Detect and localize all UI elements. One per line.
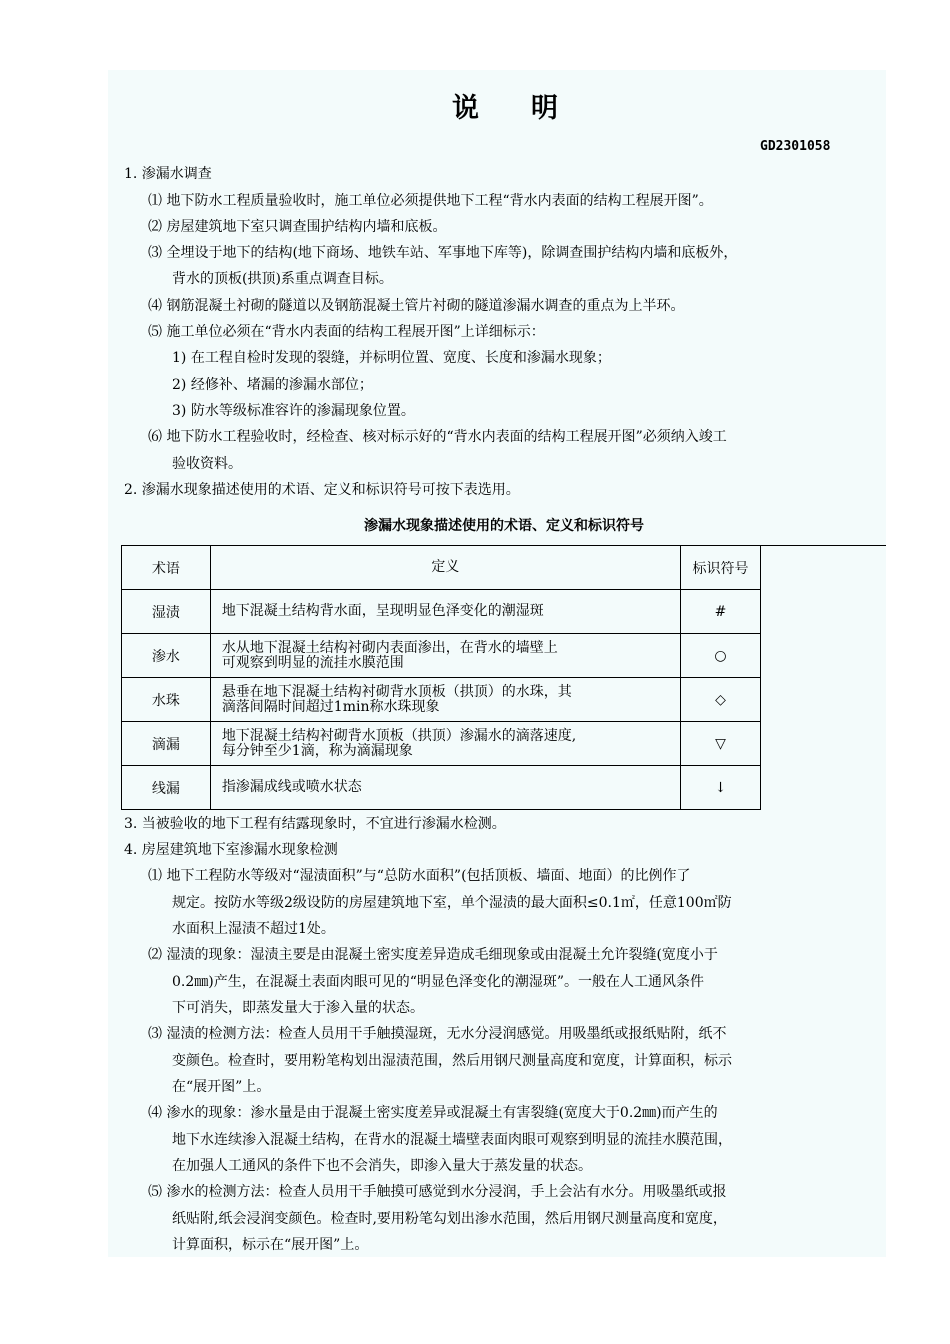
term-cell: 线漏 bbox=[122, 766, 211, 810]
symbol-cell: ▽ bbox=[681, 722, 761, 766]
definition-line: 悬垂在地下混凝土结构衬砌背水顶板（拱顶）的水珠，其 bbox=[221, 683, 572, 700]
symbol-cell: ◇ bbox=[681, 678, 761, 722]
header-term: 术语 bbox=[122, 546, 211, 590]
definition-cell bbox=[210, 590, 680, 634]
s4-line: 规定。按防水等级2级设防的房屋建筑地下室，单个湿渍的最大面积≤0.1㎡，任意100㎡防 bbox=[172, 895, 732, 911]
s4-line: 地下水连续渗入混凝土结构，在背水的混凝土墙壁表面肉眼可观察到明显的流挂水膜范围， bbox=[172, 1132, 732, 1148]
table-row bbox=[122, 678, 761, 722]
table-title: 渗漏水现象描述使用的术语、定义和标识符号 bbox=[364, 518, 644, 534]
definition-line: 水从地下混凝土结构衬砌内表面渗出，在背水的墙壁上 bbox=[221, 639, 558, 656]
s1-line: 1) 在工程自检时发现的裂缝，并标明位置、宽度、长度和渗漏水现象； bbox=[172, 350, 611, 366]
s1-line: 2) 经修补、堵漏的渗漏水部位； bbox=[172, 377, 373, 393]
s4-line: ⑷ 渗水的现象：渗水量是由于混凝土密实度差异或混凝土有害裂缝(宽度大于0.2㎜)而产生的 bbox=[148, 1105, 718, 1121]
s4-line: 下可消失，即蒸发量大于渗入量的状态。 bbox=[172, 1000, 424, 1016]
divider bbox=[760, 545, 886, 546]
symbol-cell: # bbox=[681, 590, 761, 634]
table-header-row bbox=[122, 546, 761, 590]
symbol-cell: ○ bbox=[681, 634, 761, 678]
s1-line: 3) 防水等级标准容许的渗漏现象位置。 bbox=[172, 403, 415, 419]
s1-line: 背水的顶板(拱顶)系重点调查目标。 bbox=[172, 271, 393, 287]
s4-line: ⑵ 湿渍的现象：湿渍主要是由混凝土密实度差异造成毛细现象或由混凝土允许裂缝(宽度小于 bbox=[148, 947, 718, 963]
s4-line: 变颜色。检查时，要用粉笔构划出湿渍范围，然后用钢尺测量高度和宽度，计算面积，标示 bbox=[172, 1053, 732, 1069]
definition-line: 指渗漏成线或喷水状态 bbox=[221, 779, 362, 795]
definition-cell bbox=[210, 678, 680, 722]
term-cell: 滴漏 bbox=[122, 722, 211, 766]
section-4-heading: 4. 房屋建筑地下室渗漏水现象检测 bbox=[124, 842, 338, 858]
s4-line: 在“展开图”上。 bbox=[172, 1079, 271, 1095]
table-row bbox=[122, 634, 761, 678]
definition-line: 滴落间隔时间超过1min称水珠现象 bbox=[221, 698, 440, 715]
definition-cell bbox=[210, 766, 680, 810]
definition-cell bbox=[210, 634, 680, 678]
definition-cell bbox=[210, 722, 680, 766]
definition-line: 地下混凝土结构衬砌背水顶板（拱顶）渗漏水的滴落速度, bbox=[221, 727, 577, 744]
section-2-heading: 2. 渗漏水现象描述使用的术语、定义和标识符号可按下表选用。 bbox=[124, 482, 520, 498]
section-3-heading: 3. 当被验收的地下工程有结露现象时，不宜进行渗漏水检测。 bbox=[124, 816, 506, 832]
s4-line: 水面积上湿渍不超过1处。 bbox=[172, 921, 335, 937]
term-cell: 水珠 bbox=[122, 678, 211, 722]
title-char-2: 明 bbox=[531, 93, 558, 124]
s4-line: 在加强人工通风的条件下也不会消失，即渗入量大于蒸发量的状态。 bbox=[172, 1158, 592, 1174]
terms-table bbox=[121, 545, 761, 810]
term-cell: 湿渍 bbox=[122, 590, 211, 634]
s4-line: 0.2㎜)产生，在混凝土表面肉眼可见的“明显色泽变化的潮湿斑”。一般在人工通风条件 bbox=[172, 974, 705, 990]
table-row bbox=[122, 766, 761, 810]
s1-line: ⑷ 钢筋混凝土衬砌的隧道以及钢筋混凝土管片衬砌的隧道渗漏水调查的重点为上半环。 bbox=[148, 298, 685, 314]
s1-line: ⑶ 全埋设于地下的结构(地下商场、地铁车站、军事地下库等)，除调查围护结构内墙和底板外， bbox=[148, 245, 738, 261]
s1-line: 验收资料。 bbox=[172, 456, 242, 472]
header-definition: 定义 bbox=[210, 546, 680, 590]
section-1-heading: 1. 渗漏水调查 bbox=[124, 166, 212, 182]
table-row bbox=[122, 590, 761, 634]
title-char-1: 说 bbox=[452, 93, 479, 124]
s4-line: ⑶ 湿渍的检测方法：检查人员用干手触摸湿斑，无水分浸润感觉。用吸墨纸或报纸贴附，纸不 bbox=[148, 1026, 727, 1042]
definition-line: 可观察到明显的流挂水膜范围 bbox=[221, 654, 404, 671]
header-symbol: 标识符号 bbox=[681, 546, 761, 590]
s1-line: ⑵ 房屋建筑地下室只调查围护结构内墙和底板。 bbox=[148, 219, 447, 235]
s1-line: ⑴ 地下防水工程质量验收时，施工单位必须提供地下工程“背水内表面的结构工程展开图”。 bbox=[148, 193, 713, 209]
document-code: GD2301058 bbox=[760, 139, 831, 154]
symbol-cell: ↓ bbox=[681, 766, 761, 810]
term-cell: 渗水 bbox=[122, 634, 211, 678]
s4-line: ⑴ 地下工程防水等级对“湿渍面积”与“总防水面积”(包括顶板、墙面、地面）的比例作了 bbox=[148, 868, 691, 884]
definition-line: 每分钟至少1滴，称为滴漏现象 bbox=[221, 742, 413, 759]
s4-line: 计算面积，标示在“展开图”上。 bbox=[172, 1237, 369, 1253]
s1-line: ⑸ 施工单位必须在“背水内表面的结构工程展开图”上详细标示： bbox=[148, 324, 545, 340]
s4-line: 纸贴附,纸会浸润变颜色。检查时,要用粉笔勾划出渗水范围，然后用钢尺测量高度和宽度， bbox=[172, 1211, 727, 1227]
page-title bbox=[0, 86, 950, 125]
s1-line: ⑹ 地下防水工程验收时，经检查、核对标示好的“背水内表面的结构工程展开图”必须纳入竣工 bbox=[148, 429, 727, 445]
definition-line: 地下混凝土结构背水面，呈现明显色泽变化的潮湿斑 bbox=[221, 603, 544, 619]
table-row bbox=[122, 722, 761, 766]
s4-line: ⑸ 渗水的检测方法：检查人员用干手触摸可感觉到水分浸润，手上会沾有水分。用吸墨纸或报 bbox=[148, 1184, 727, 1200]
